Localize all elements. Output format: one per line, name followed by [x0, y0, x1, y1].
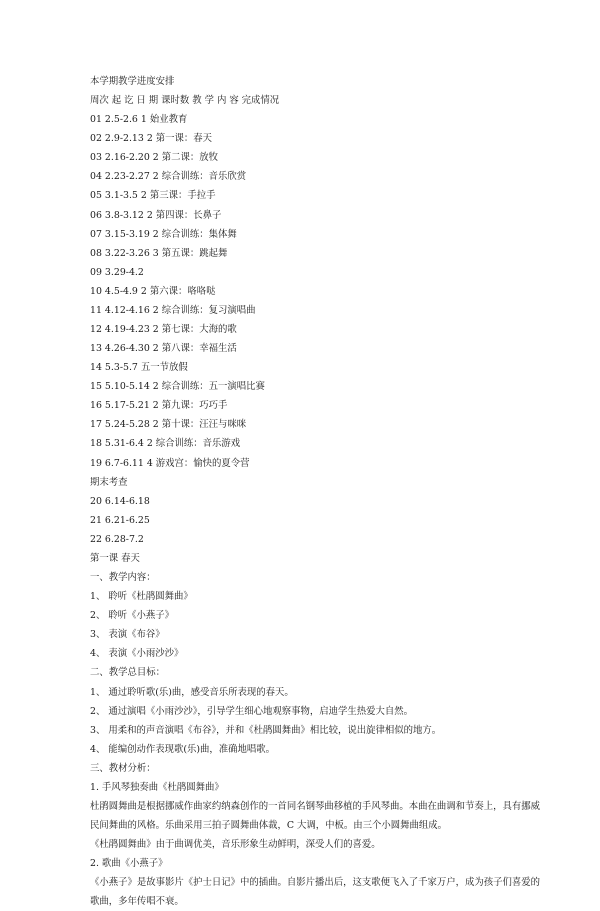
- analysis-subheading: 2. 歌曲《小燕子》: [90, 858, 168, 870]
- analysis-subheading: 1. 手风琴独奏曲《杜鹃圆舞曲》: [90, 781, 224, 793]
- analysis-paragraph: 《杜鹃圆舞曲》由于曲调优美，音乐形象生动鲜明，深受人们的喜爱。: [90, 839, 381, 851]
- schedule-row: 11 4.12-4.16 2 综合训练：复习演唱曲: [90, 304, 256, 316]
- goal-item: 2、 通过演唱《小雨沙沙》，引导学生细心地观察事物，启迪学生热爱大自然。: [90, 705, 414, 717]
- schedule-row: 08 3.22-3.26 3 第五课：跳起舞: [90, 247, 228, 259]
- schedule-row: 期末考查: [90, 476, 128, 488]
- schedule-header: 周次 起 讫 日 期 课时数 教 学 内 容 完成情况: [90, 95, 280, 107]
- analysis-heading: 三、教材分析：: [90, 762, 156, 774]
- document-page: [90, 72, 545, 911]
- goal-item: 3、 用柔和的声音演唱《布谷》，并和《杜鹃圆舞曲》相比较，说出旋律相似的地方。: [90, 724, 442, 736]
- schedule-row: 15 5.10-5.14 2 综合训练：五一演唱比赛: [90, 381, 265, 393]
- content-item: 1、 聆听《杜鹃圆舞曲》: [90, 591, 193, 603]
- schedule-row: 02 2.9-2.13 2 第一课：春天: [90, 133, 213, 145]
- goals-heading: 二、教学总目标：: [90, 667, 166, 679]
- schedule-row: 05 3.1-3.5 2 第三课：手拉手: [90, 190, 216, 202]
- schedule-row: 16 5.17-5.21 2 第九课：巧巧手: [90, 400, 228, 412]
- schedule-row: 01 2.5-2.6 1 始业教育: [90, 114, 188, 126]
- schedule-row: 10 4.5-4.9 2 第六课：咯咯哒: [90, 285, 216, 297]
- schedule-row: 07 3.15-3.19 2 综合训练：集体舞: [90, 228, 237, 240]
- schedule-row: 22 6.28-7.2: [90, 533, 144, 545]
- schedule-row: 21 6.21-6.25: [90, 514, 150, 526]
- goal-item: 4、 能编创动作表现歌(乐)曲，准确地唱歌。: [90, 743, 276, 755]
- schedule-row: 19 6.7-6.11 4 游戏宫：愉快的夏令营: [90, 457, 250, 469]
- content-heading: 一、教学内容：: [90, 572, 156, 584]
- schedule-row: 17 5.24-5.28 2 第十课：汪汪与咪咪: [90, 419, 247, 431]
- content-item: 3、 表演《布谷》: [90, 629, 165, 641]
- schedule-row: 14 5.3-5.7 五一节放假: [90, 362, 188, 374]
- lesson-title: 第一课 春天: [90, 552, 140, 564]
- schedule-row: 13 4.26-4.30 2 第八课：幸福生活: [90, 343, 237, 355]
- content-item: 2、 聆听《小燕子》: [90, 610, 174, 622]
- schedule-row: 20 6.14-6.18: [90, 495, 150, 507]
- schedule-row: 09 3.29-4.2: [90, 266, 144, 278]
- content-item: 4、 表演《小雨沙沙》: [90, 648, 184, 660]
- schedule-title: 本学期教学进度安排: [90, 76, 175, 87]
- analysis-paragraph: 《小燕子》是故事影片《护士日记》中的插曲。自影片播出后，这支歌便飞入了千家万户，成为孩子们喜爱的歌曲，多年传唱不衰。: [90, 877, 541, 908]
- goal-item: 1、 通过聆听歌(乐)曲，感受音乐所表现的春天。: [90, 686, 294, 698]
- schedule-row: 04 2.23-2.27 2 综合训练：音乐欣赏: [90, 171, 247, 183]
- schedule-row: 03 2.16-2.20 2 第二课：放牧: [90, 152, 219, 164]
- analysis-paragraph: 杜鹃圆舞曲是根据挪威作曲家约纳森创作的一首同名钢琴曲移植的手风琴曲。本曲在曲调和节奏上，具有挪威民间舞曲的风格。乐曲采用三拍子圆舞曲体裁，C 大调，中板。由三个小圆舞曲组成。: [90, 800, 541, 832]
- schedule-row: 12 4.19-4.23 2 第七课：大海的歌: [90, 324, 237, 336]
- schedule-row: 06 3.8-3.12 2 第四课：长鼻子: [90, 209, 222, 221]
- schedule-row: 18 5.31-6.4 2 综合训练：音乐游戏: [90, 438, 241, 450]
